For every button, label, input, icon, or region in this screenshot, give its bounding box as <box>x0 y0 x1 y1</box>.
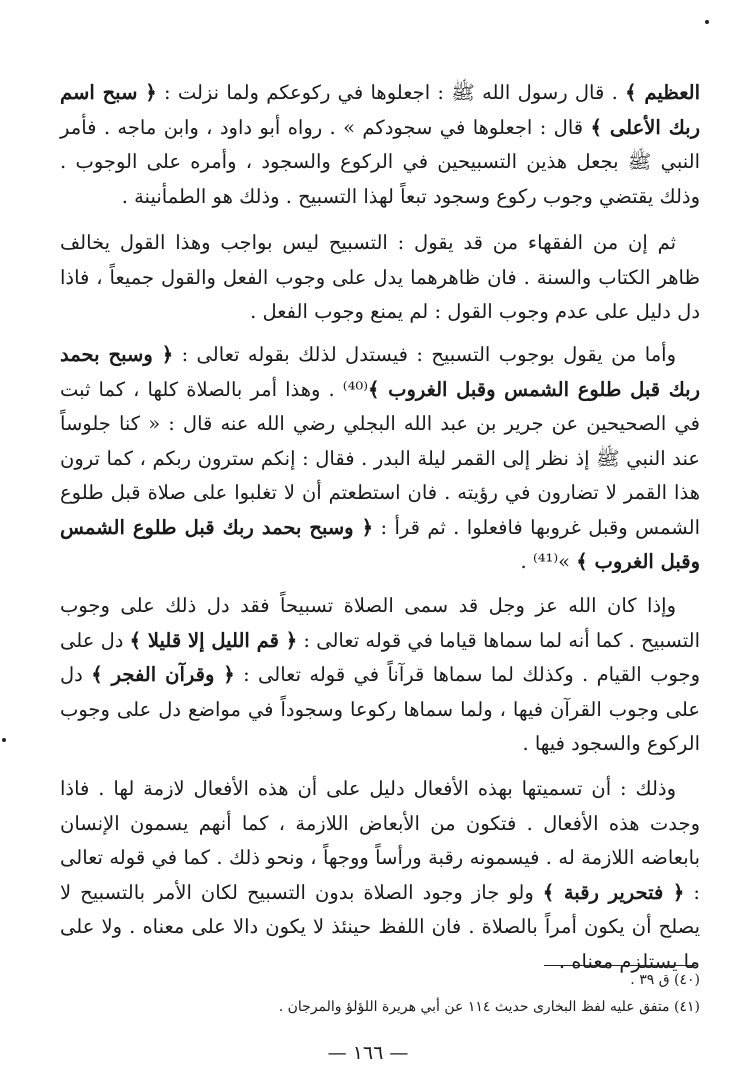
paragraph-2 <box>60 226 700 330</box>
paragraph-5 <box>60 772 700 979</box>
paragraph-4 <box>60 589 700 762</box>
quran-quote: ﴿ قم الليل إلا قليلا ﴾ <box>129 628 298 652</box>
footnote-text: (٤١) متفق عليه لفظ البخارى حديث ١١٤ عن أبي هريرة اللؤلؤ والمرجان . <box>278 999 700 1015</box>
page-number: — ١٦٦ — <box>327 1042 409 1064</box>
paragraph-text: دل على وجوب القرآن فيها ، ولما سماها ركوعا وسجوداً في مواضع دل على وجوب الركوع والسجود فيها . <box>60 663 700 755</box>
footnote-41 <box>100 995 700 1019</box>
paragraph-text: دل على وجوب القيام . وكذلك لما سماها قرآناً في قوله تعالى : <box>60 628 700 686</box>
scan-speck <box>705 20 709 24</box>
paragraph-text: ⁽⁴⁰⁾ . وهذا أمر بالصلاة كلها ، كما ثبت في الصحيحين عن جرير بن عبد الله البجلي رضي الله عنه قال : « كنا جلوساً عند النبي ﷺ إذ نظر إلى القمر ليلة البدر . فقال : إنكم سترون ربكم ، كما ترون هذا القمر لا تضارون في رؤيته . فان استطعتم أن لا تغلبوا على صلاة قبل طلوع الشمس وقبل غروبها فافعلوا . ثم قرأ : <box>60 377 700 539</box>
paragraph-text: . قال رسول الله ﷺ : اجعلوها في ركوعكم ولما نزلت : <box>156 81 626 104</box>
quran-quote: ﴿ وقرآن الفجر ﴾ <box>91 663 235 686</box>
footnote-divider <box>544 965 696 966</box>
paragraph-1 <box>60 76 700 214</box>
paragraph-text: وذلك : أن تسميتها بهذه الأفعال دليل على أن هذه الأفعال لازمة لها . فاذا وجدت هذه الأفعال . فتكون من الأبعاض اللازمة ، كما أنهم يسمون الإنسان بابعاضه اللازمة له . فيسمونه رقبة ورأساً ووجهاً ، ونحو ذلك . كما في قوله تعالى : <box>60 777 700 904</box>
paragraph-text: قال : اجعلوها في سجودكم » . رواه أبو داود ، وابن ماجه . فأمر النبي ﷺ بجعل هذين التسبيحين في الركوع والسجود ، وأمره على الوجوب . وذلك يقتضي وجوب ركوع وسجود تبعاً لهذا التسبيح . وذلك هو الطمأنينة . <box>60 115 700 208</box>
quran-quote: ﴿ وسبح بحمد ربك قبل طلوع الشمس وقبل الغروب ﴾ <box>60 515 700 573</box>
footnote-40 <box>100 968 700 992</box>
paragraph-text: وإذا كان الله عز وجل قد سمى الصلاة تسبيحاً فقد دل ذلك على وجوب التسبيح . كما أنه لما سماها قياما في قوله تعالى : <box>60 594 701 652</box>
quran-quote: ﴿ وسبح بحمد ربك قبل طلوع الشمس وقبل الغروب ﴾ <box>60 343 700 401</box>
paragraph-3 <box>60 338 700 580</box>
paragraph-text: ثم إن من الفقهاء من قد يقول : التسبيح ليس بواجب وهذا القول يخالف ظاهر الكتاب والسنة . فان ظاهرهما يدل على وجوب الفعل والقول جميعاً ، فاذا دل دليل على عدم وجوب القول : لم يمنع وجوب الفعل . <box>60 231 700 323</box>
quran-quote: ﴿ فتحرير رقبة ﴾ <box>542 880 685 904</box>
quran-quote: ﴿ سبح اسم ربك الأعلى ﴾ <box>60 81 701 139</box>
paragraph-text: ولو جاز وجود الصلاة بدون التسبيح لكان الأمر بالتسبيح لا يصلح أن يكون أمراً بالصلاة . فان اللفظ حينئذ لا يكون دالا على معناه . ولا على ما يستلزم معناه . <box>60 880 700 973</box>
paragraph-text: »⁽⁴¹⁾ . <box>520 550 577 573</box>
footnote-text: (٤٠) ق ٣٩ . <box>630 972 700 988</box>
scan-speck <box>2 738 6 742</box>
quran-quote: العظيم ﴾ <box>625 81 700 104</box>
paragraph-text: وأما من يقول بوجوب التسبيح : فيستدل لذلك بقوله تعالى : <box>173 343 676 366</box>
